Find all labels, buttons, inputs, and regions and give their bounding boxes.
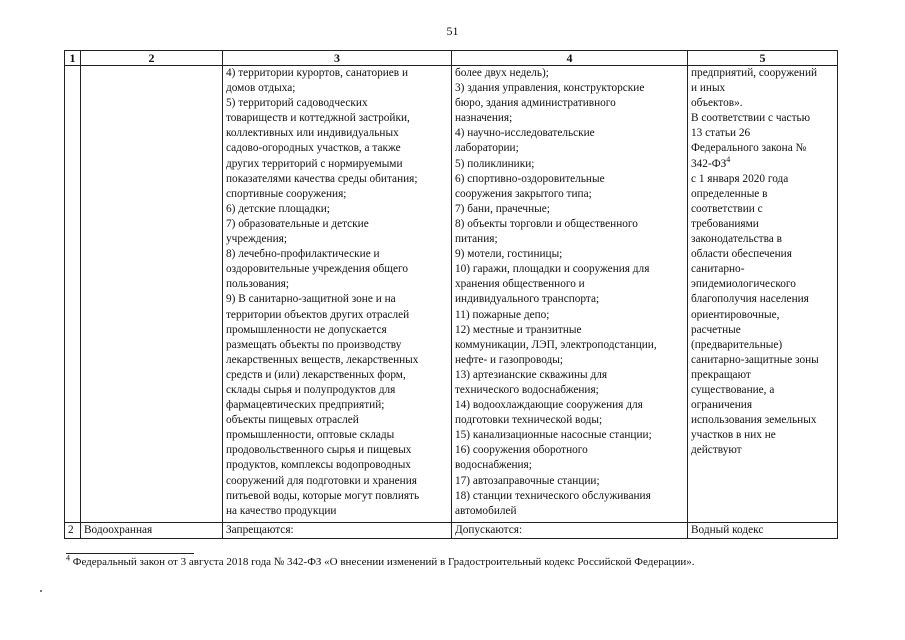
text-line: на качество продукции: [226, 504, 337, 517]
text-line: 16) сооружения оборотного: [455, 444, 588, 457]
text-line: хранения общественного и: [455, 278, 585, 291]
footnote-mark: 4: [66, 553, 70, 563]
text-line: водоснабжения;: [455, 459, 532, 472]
text-line: промышленности, оптовые склады: [226, 429, 395, 442]
text-line: технического водоснабжения;: [455, 383, 599, 396]
cell-number: [65, 66, 81, 523]
text-line: сооружений для подготовки и хранения: [226, 474, 417, 487]
text-line: 8) объекты торговли и общественного: [455, 217, 638, 230]
text-line: автомобилей: [455, 504, 517, 517]
text-line: лекарственных веществ, лекарственных: [226, 353, 419, 366]
text-line: размещать объекты по производству: [226, 338, 402, 351]
text-line: 4) территории курортов, санаториев и: [226, 67, 409, 79]
text-line: благополучия населения: [691, 293, 809, 306]
text-line: предприятий, сооружений: [691, 67, 818, 79]
text-line: области обеспечения: [691, 248, 792, 261]
text-line: других территорий с нормируемыми: [226, 157, 403, 170]
text-line: действуют: [691, 444, 742, 457]
text-line: ограничения: [691, 399, 753, 412]
text-line: склады сырья и полупродуктов для: [226, 383, 396, 396]
text-line: 9) мотели, гостиницы;: [455, 248, 563, 261]
text-line: промышленности не допускается: [226, 323, 387, 336]
header-col-4: 4: [452, 51, 688, 66]
text-line: определенные в: [691, 187, 768, 200]
legal-basis-sup-line: [691, 154, 834, 172]
text-line: подготовки технической воды;: [455, 414, 603, 427]
text-line: 6) спортивно-оздоровительные: [455, 172, 605, 185]
text-line: 8) лечебно-профилактические и: [226, 248, 380, 261]
text-line: более двух недель);: [455, 67, 549, 79]
text-line: использования земельных: [691, 414, 817, 427]
zones-table: [64, 50, 838, 539]
text-line: 7) образовательные и детские: [226, 217, 369, 230]
text-line: санитарно-: [691, 263, 745, 276]
text-line: (предварительные): [691, 338, 783, 351]
text-line: расчетные: [691, 323, 741, 336]
text-line: В соответствии с частью: [691, 112, 811, 125]
legal-basis-text-bottom: [691, 172, 834, 459]
text-line: 6) детские площадки;: [226, 202, 330, 215]
text-line: эпидемиологического: [691, 278, 796, 291]
text-line: 14) водоохлаждающие сооружения для: [455, 399, 643, 412]
text-line: садово-огородных участков, а также: [226, 142, 401, 155]
text-line: продуктов, комплексы водопроводных: [226, 459, 411, 472]
text-line: Федерального закона №: [691, 142, 807, 155]
header-row: [65, 51, 838, 66]
text-line: законодательства в: [691, 233, 782, 246]
cell-zone-name: [81, 66, 223, 523]
footnote: [66, 553, 695, 568]
text-line: бюро, здания административного: [455, 97, 616, 110]
legal-basis-text-top: [691, 66, 834, 157]
cell-prohibited: Запрещаются:: [223, 523, 452, 539]
scan-artifact: [40, 590, 42, 592]
text-line: объекты пищевых отраслей: [226, 414, 359, 427]
allowed-list: [455, 66, 684, 519]
text-line: с 1 января 2020 года: [691, 172, 789, 185]
cell-legal-basis: Водный кодекс: [688, 523, 838, 539]
text-line: и иных: [691, 82, 726, 95]
text-line: 9) В санитарно-защитной зоне и на: [226, 293, 396, 306]
text-line: 4) научно-исследовательские: [455, 127, 595, 140]
cell-legal-basis: [688, 66, 838, 523]
cell-allowed: [452, 66, 688, 523]
text-line: лаборатории;: [455, 142, 519, 155]
text-line: 18) станции технического обслуживания: [455, 489, 651, 502]
header-col-5: 5: [688, 51, 838, 66]
text-line: 10) гаражи, площадки и сооружения для: [455, 263, 650, 276]
text-line: 11) пожарные депо;: [455, 308, 550, 321]
text-line: фармацевтических предприятий;: [226, 399, 385, 412]
header-col-2: 2: [81, 51, 223, 66]
text-line: требованиями: [691, 217, 759, 230]
text-line: 7) бани, прачечные;: [455, 202, 550, 215]
text-line: индивидуального транспорта;: [455, 293, 600, 306]
text-line: 13) артезианские скважины для: [455, 368, 608, 381]
text-line: домов отдыха;: [226, 82, 296, 95]
text-line: 13 статьи 26: [691, 127, 751, 140]
header-col-3: 3: [223, 51, 452, 66]
text-line: 12) местные и транзитные: [455, 323, 582, 336]
text-line: спортивные сооружения;: [226, 187, 347, 200]
text-line: коммуникации, ЛЭП, электроподстанции,: [455, 338, 657, 351]
text-line: питьевой воды, которые могут повлиять: [226, 489, 420, 502]
text-line: ориентировочные,: [691, 308, 780, 321]
text-line: участков в них не: [691, 429, 776, 442]
prohibited-list: [226, 66, 448, 519]
text-line: территории объектов других отраслей: [226, 308, 410, 321]
text-line: 17) автозаправочные станции;: [455, 474, 600, 487]
page-number: 51: [446, 24, 459, 38]
text-line: коллективных или индивидуальных: [226, 127, 399, 140]
text-line: пользования;: [226, 278, 290, 291]
header-col-1: 1: [65, 51, 81, 66]
text-line: существование, а: [691, 383, 775, 396]
text-line: объектов».: [691, 97, 743, 110]
text-line: продовольственного сырья и пищевых: [226, 444, 412, 457]
table-row: [65, 66, 838, 523]
text-line: нефте- и газопроводы;: [455, 353, 564, 366]
text-line: сооружения закрытого типа;: [455, 187, 592, 200]
law-number-text: 342-ФЗ: [691, 157, 727, 170]
text-line: показателями качества среды обитания;: [226, 172, 418, 185]
footnote-divider: [66, 553, 194, 554]
text-line: 15) канализационные насосные станции;: [455, 429, 652, 442]
text-line: учреждения;: [226, 233, 287, 246]
text-line: санитарно-защитные зоны: [691, 353, 819, 366]
cell-prohibited: [223, 66, 452, 523]
text-line: 3) здания управления, конструкторские: [455, 82, 645, 95]
cell-allowed: Допускаются:: [452, 523, 688, 539]
text-line: оздоровительные учреждения общего: [226, 263, 408, 276]
text-line: товариществ и коттеджной застройки,: [226, 112, 410, 125]
text-line: прекращают: [691, 368, 751, 381]
footnote-text: Федеральный закон от 3 августа 2018 года № 342-ФЗ «О внесении изменений в Градостроительный кодекс Российской Федерации».: [70, 556, 695, 568]
text-line: назначения;: [455, 112, 513, 125]
text-line: питания;: [455, 233, 498, 246]
cell-zone-name: Водоохранная: [81, 523, 223, 539]
table-row: [65, 523, 838, 539]
text-line: 5) поликлиники;: [455, 157, 535, 170]
text-line: соответствии с: [691, 202, 763, 215]
cell-number: 2: [65, 523, 81, 539]
text-line: 5) территорий садоводческих: [226, 97, 368, 110]
text-line: средств и (или) лекарственных форм,: [226, 368, 406, 381]
footnote-ref[interactable]: 4: [726, 154, 731, 164]
